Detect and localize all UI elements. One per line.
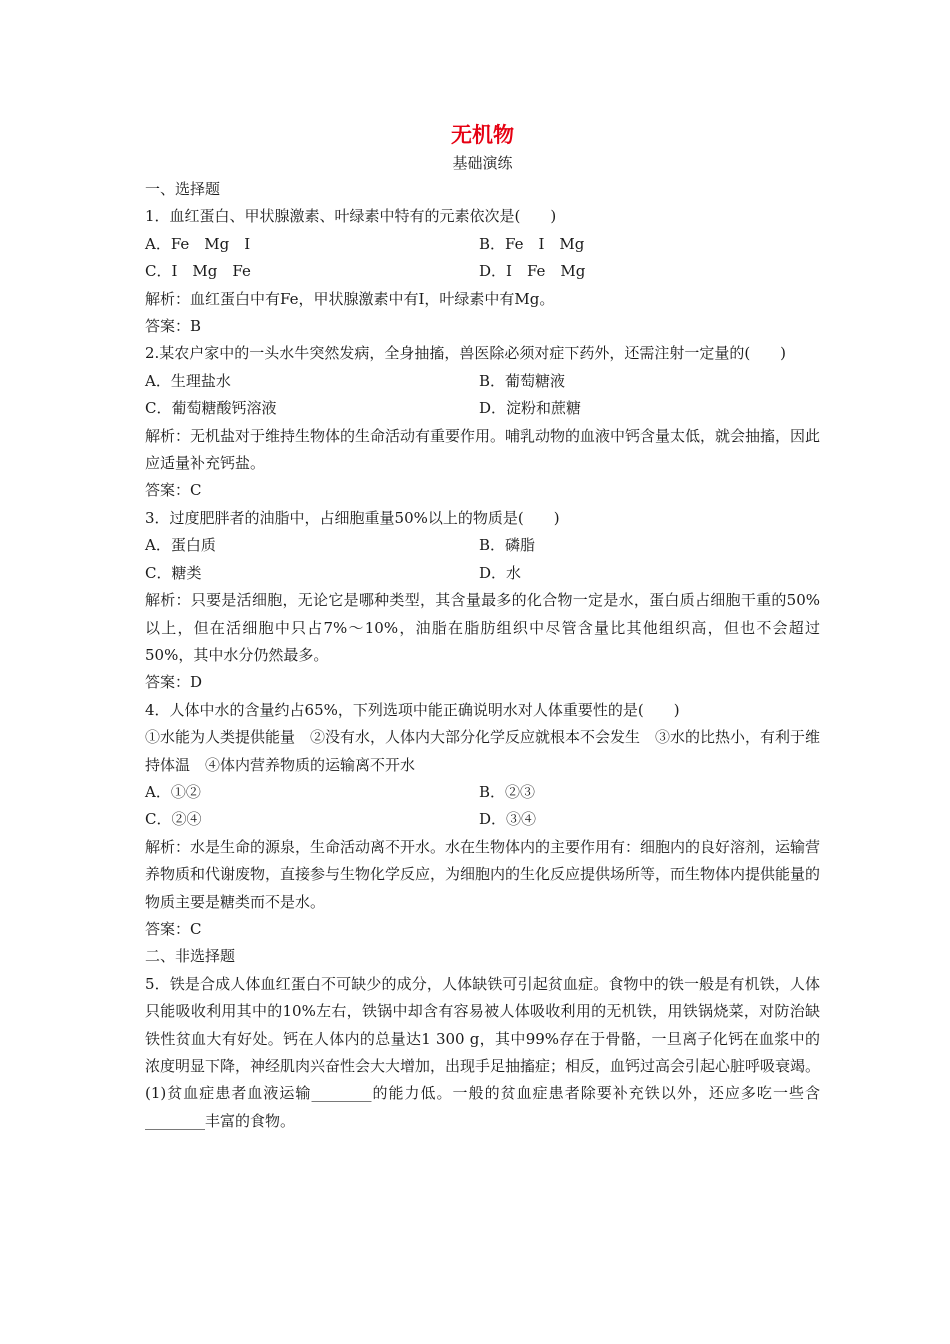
options-row [145,258,820,285]
answer: 答案：B [145,317,202,336]
option-d: D．I Fe Mg [479,262,586,281]
question-stem: 1．血红蛋白、甲状腺激素、叶绿素中特有的元素依次是( ) [145,207,557,226]
option-c: C．I Mg Fe [145,262,251,281]
options-row [145,532,820,559]
options-row [145,779,820,806]
option-a: A．蛋白质 [145,536,216,555]
options-row [145,806,820,833]
answer: 答案：D [145,673,203,692]
document-subtitle: 基础演练 [452,154,513,172]
document-page [145,118,820,1135]
question-stem: 5．铁是合成人体血红蛋白不可缺少的成分，人体缺铁可引起贫血症。食物中的铁一般是有机铁，人体只能吸收利用其中的10%左右，铁锅中却含有容易被人体吸收利用的无机铁，用铁锅烧菜，对防治缺铁性贫血大有好处。钙在人体内的总量达1 300 g，其中99%存在于骨骼，一旦离子化钙在血浆中的浓度明显下降，神经肌肉兴奋性会大大增加，出现手足抽搐症；相反，血钙过高会引起心脏呼吸衰竭。 [145,974,821,1075]
analysis: 解析：血红蛋白中有Fe，甲状腺激素中有I，叶绿素中有Mg。 [145,289,555,308]
analysis: 解析：无机盐对于维持生物体的生命活动有重要作用。哺乳动物的血液中钙含量太低，就会抽搐，因此应适量补充钙盐。 [145,426,821,473]
statement-list: ①水能为人类提供能量 ②没有水，人体内大部分化学反应就根本不会发生 ③水的比热小，有利于维持体温 ④体内营养物质的运输离不开水 [145,728,821,774]
options-row [145,368,820,395]
section-heading: 一、选择题 [145,180,221,198]
option-a: A．生理盐水 [145,371,231,390]
answer: 答案：C [145,481,202,500]
question-stem: 4．人体中水的含量约占65%，下列选项中能正确说明水对人体重要性的是( ) [145,700,680,719]
analysis: 解析：水是生命的源泉，生命活动离不开水。水在生物体内的主要作用有：细胞内的良好溶剂，运输营养物质和代谢废物，直接参与生物化学反应，为细胞内的生化反应提供场所等，而生物体内提供能量的物质主要是糖类而不是水。 [145,837,821,911]
options-row [145,231,820,258]
option-b: B．②③ [479,782,536,801]
section-heading: 二、非选择题 [145,947,236,966]
question-stem: 2.某农户家中的一头水牛突然发病，全身抽搐，兽医除必须对症下药外，还需注射一定量的( ) [145,344,787,363]
option-d: D．③④ [479,810,537,829]
option-a: A．Fe Mg I [145,234,251,253]
analysis: 解析：只要是活细胞，无论它是哪种类型，其含量最多的化合物一定是水，蛋白质占细胞干重的50%以上，但在活细胞中只占7%～10%，油脂在脂肪组织中尽管含量比其他组织高，但也不会超过50%，其中水分仍然最多。 [145,591,820,664]
option-c: C．糖类 [145,563,202,582]
option-c: C．葡萄糖酸钙溶液 [145,399,277,418]
option-d: D．水 [479,563,522,582]
option-c: C．②④ [145,810,202,829]
answer: 答案：C [145,919,202,938]
document-title: 无机物 [451,122,514,147]
option-b: B．Fe I Mg [479,234,585,253]
option-a: A．①② [145,782,201,801]
options-row [145,560,820,587]
sub-question: (1)贫血症患者血液运输________的能力低。一般的贫血症患者除要补充铁以外，还应多吃一些含________丰富的食物。 [145,1084,820,1130]
option-b: B．葡萄糖液 [479,371,566,390]
options-row [145,395,820,422]
option-d: D．淀粉和蔗糖 [479,399,582,418]
question-stem: 3．过度肥胖者的油脂中，占细胞重量50%以上的物质是( ) [145,508,560,527]
option-b: B．磷脂 [479,536,536,555]
